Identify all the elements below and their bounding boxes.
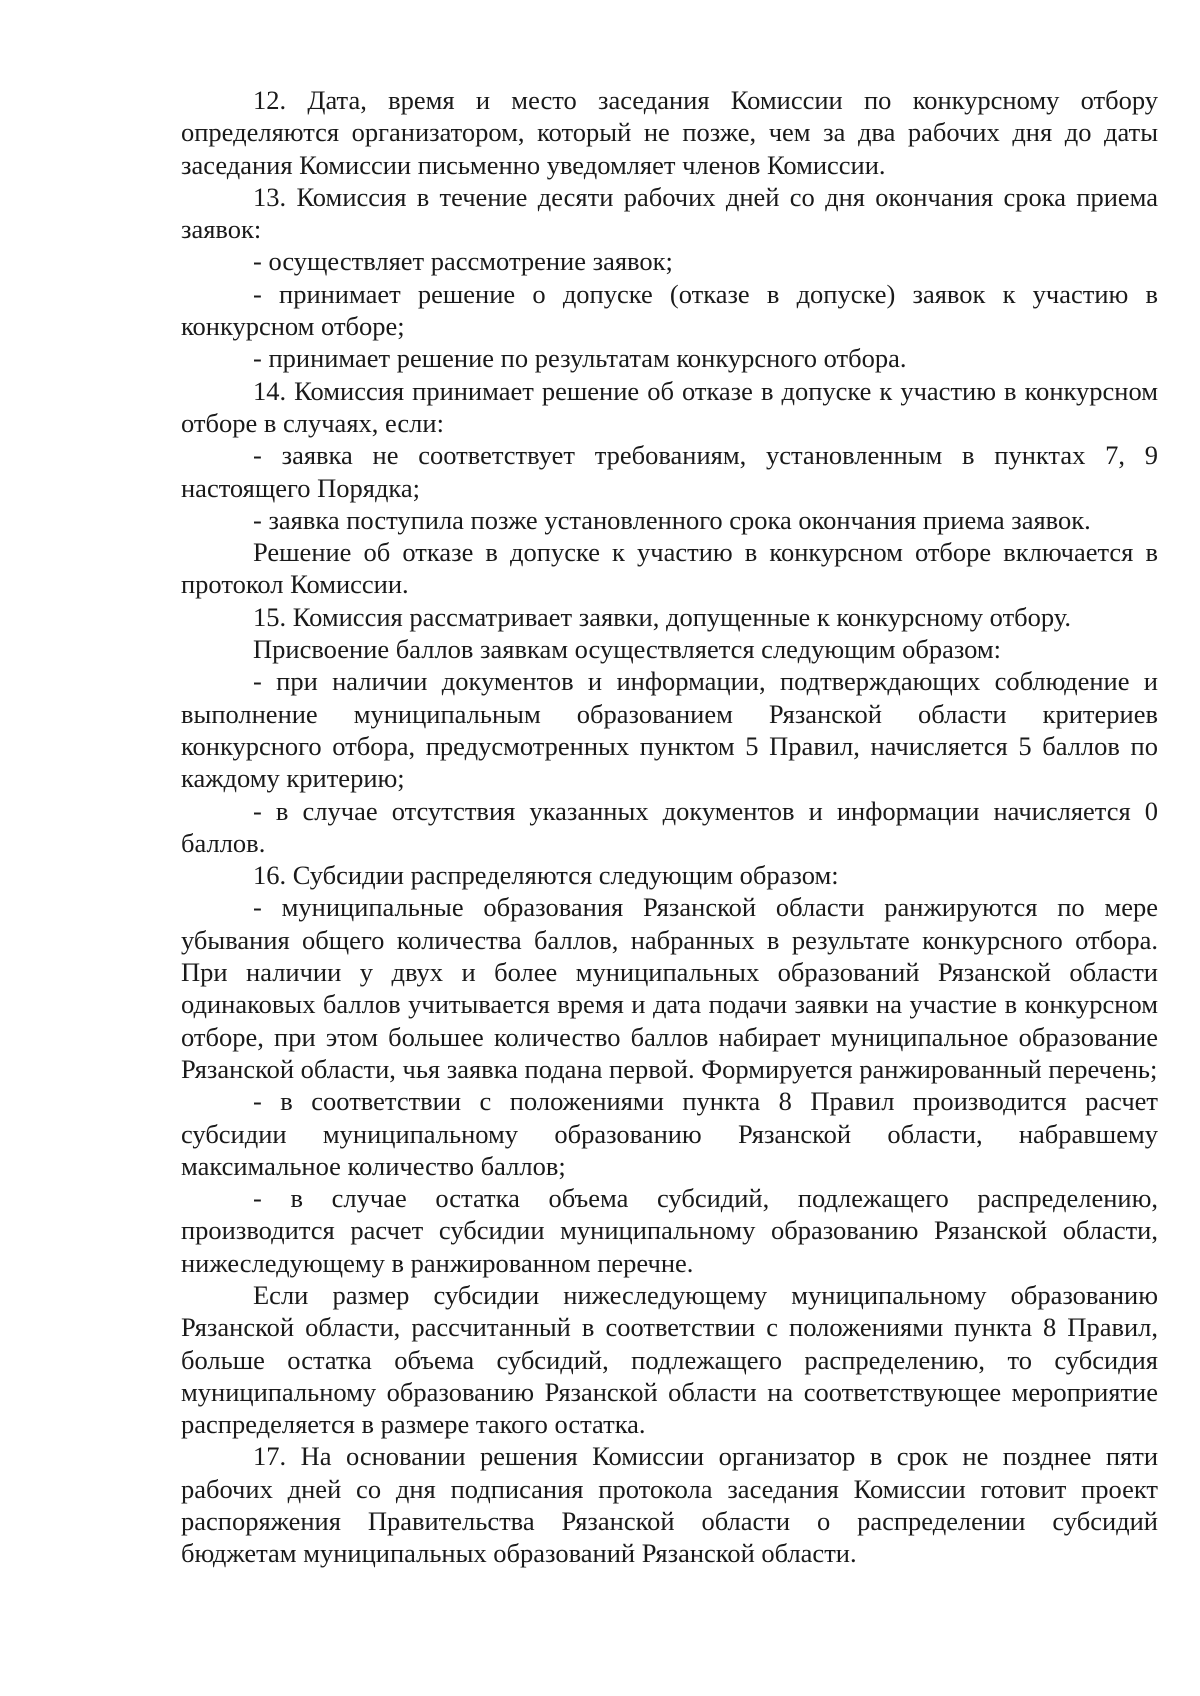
- paragraph-13: 13. Комиссия в течение десяти рабочих дней со дня окончания срока приема заявок:: [181, 181, 1158, 245]
- document-page: [181, 84, 1158, 1570]
- paragraph-17: 17. На основании решения Комиссии организатор в срок не позднее пяти рабочих дней со дня подписания протокола заседания Комиссии готовит проект распоряжения Правительства Рязанской области о распределении субсидий бюджетам муниципальных образований Рязанской области.: [181, 1441, 1158, 1569]
- list-item: - принимает решение по результатам конкурсного отбора.: [253, 343, 907, 374]
- list-item: - муниципальные образования Рязанской области ранжируются по мере убывания общего количества баллов, набранных в результате конкурсного отбора. При наличии у двух и более муниципальных образований Рязанской области одинаковых баллов учитывается время и дата подачи заявки на участие в конкурсном отборе, при этом большее количество баллов набирает муниципальное образование Рязанской области, чья заявка подана первой. Формируется ранжированный перечень;: [181, 892, 1158, 1084]
- paragraph-text: Решение об отказе в допуске к участию в конкурсном отборе включается в протокол Комиссии.: [181, 537, 1158, 600]
- paragraph-text: Если размер субсидии нижеследующему муниципальному образованию Рязанской области, рассчитанный в соответствии с положениями пункта 8 Правил, больше остатка объема субсидий, подлежащего распределению, то субсидия муниципальному образованию Рязанской области на соответствующее мероприятие распределяется в размере такого остатка.: [181, 1279, 1158, 1440]
- paragraph-16: 16. Субсидии распределяются следующим образом:: [253, 860, 839, 891]
- list-item: - заявка поступила позже установленного срока окончания приема заявок.: [253, 504, 1091, 535]
- list-item: - в случае остатка объема субсидий, подлежащего распределению, производится расчет субсидии муниципальному образованию Рязанской области, нижеследующему в ранжированном перечне.: [181, 1183, 1158, 1278]
- paragraph-14: 14. Комиссия принимает решение об отказе в допуске к участию в конкурсном отборе в случаях, если:: [181, 375, 1158, 438]
- list-item: - в случае отсутствия указанных документов и информации начисляется 0 баллов.: [181, 795, 1158, 858]
- paragraph-text: Присвоение баллов заявкам осуществляется следующим образом:: [253, 634, 1002, 665]
- list-item: - заявка не соответствует требованиям, установленным в пунктах 7, 9 настоящего Порядка;: [181, 440, 1158, 503]
- list-item: - осуществляет рассмотрение заявок;: [253, 246, 673, 277]
- list-item: - в соответствии с положениями пункта 8 Правил производится расчет субсидии муниципальному образованию Рязанской области, набравшему максимальное количество баллов;: [181, 1086, 1158, 1181]
- list-item: - при наличии документов и информации, подтверждающих соблюдение и выполнение муниципальным образованием Рязанской области критериев конкурсного отбора, предусмотренных пунктом 5 Правил, начисляется 5 баллов по каждому критерию;: [181, 666, 1158, 794]
- paragraph-15: 15. Комиссия рассматривает заявки, допущенные к конкурсному отбору.: [253, 601, 1072, 632]
- paragraph-12: 12. Дата, время и место заседания Комиссии по конкурсному отбору определяются организатором, который не позже, чем за два рабочих дня до даты заседания Комиссии письменно уведомляет членов Комиссии.: [181, 85, 1158, 180]
- list-item: - принимает решение о допуске (отказе в допуске) заявок к участию в конкурсном отборе;: [181, 278, 1158, 342]
